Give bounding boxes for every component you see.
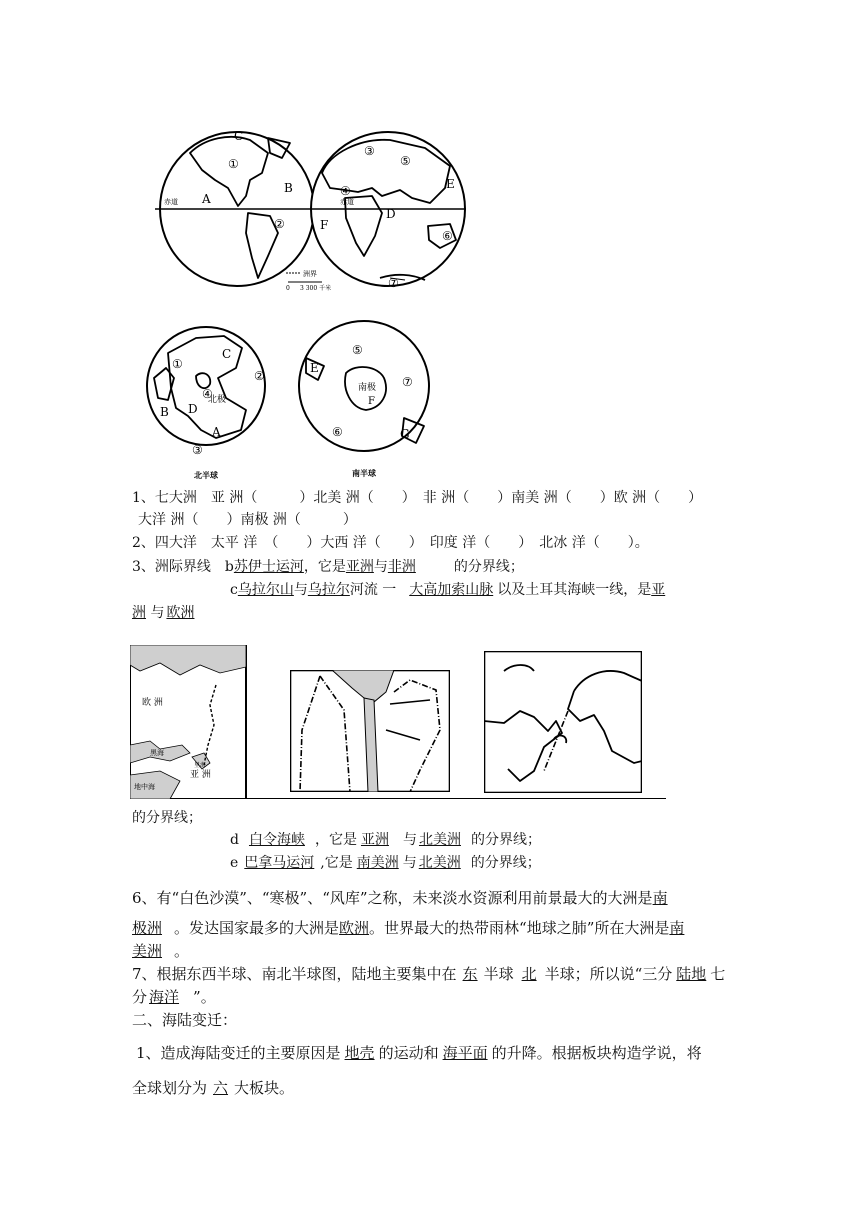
q6-line3 xyxy=(132,941,189,961)
answer-europe: 欧洲 xyxy=(339,919,370,937)
answer-antarctica-a: 南 xyxy=(652,889,668,907)
q3-c-rest: 以及土耳其海峡一线，是 xyxy=(497,582,652,598)
hemisphere-map xyxy=(150,118,480,298)
answer-antarctica-b: 极洲 xyxy=(132,919,163,937)
polar-south-label-5: ⑤ xyxy=(352,343,363,357)
north-pole-label: 北极 xyxy=(208,395,227,405)
s2q1-text4: 全球划分为 xyxy=(132,1079,208,1097)
equator-label-east: 赤道 xyxy=(340,198,354,206)
answer-panama-canal: 巴拿马运河 xyxy=(244,855,315,871)
answer-b-asia: 亚洲 xyxy=(345,559,374,575)
polar-south-label-G: G xyxy=(400,427,410,441)
polar-south-label-6: ⑥ xyxy=(332,425,343,439)
scale-value: 3 300 千米 xyxy=(300,285,332,292)
answer-d-north-america: 北美洲 xyxy=(418,832,461,848)
label-6: ⑥ xyxy=(442,229,453,243)
answer-c-asia-b: 洲 xyxy=(132,605,146,621)
q3-b-mid: ，它是 xyxy=(303,559,346,575)
answer-b-africa: 非洲 xyxy=(387,559,416,575)
s2q1-text1: 1、造成海陆变迁的主要原因是 xyxy=(136,1044,341,1062)
q3-c-line2 xyxy=(132,603,202,623)
s2-q1-line2 xyxy=(132,1078,294,1098)
q3-b-end: 的分界线； xyxy=(453,559,524,575)
q3-e-and: 与 xyxy=(402,855,417,871)
answer-south-america-a: 南 xyxy=(669,919,685,937)
polar-south-label-E: E xyxy=(310,361,319,375)
bering-strait-map xyxy=(484,651,642,793)
label-F: F xyxy=(320,218,329,232)
q3-d-end: 的分界线； xyxy=(470,832,541,848)
label-B: B xyxy=(284,181,293,195)
answer-e-south-america: 南美洲 xyxy=(356,855,399,871)
label-5: ⑤ xyxy=(400,154,411,168)
answer-crust: 地壳 xyxy=(344,1044,375,1062)
label-C: C xyxy=(234,129,244,143)
polar-north-label-1: ① xyxy=(172,357,183,371)
q3-c-and2: 与 xyxy=(150,605,165,621)
s2q1-text5: 大板块。 xyxy=(234,1079,295,1097)
q7-text3: 半球；所以说“三分 xyxy=(544,965,673,983)
label-A: A xyxy=(202,192,211,206)
s2-q1-line1 xyxy=(136,1043,702,1063)
q3-c-line xyxy=(230,580,665,600)
south-pole-label: 南极 xyxy=(358,383,377,393)
q3-b-and: 与 xyxy=(373,559,388,575)
label-2: ② xyxy=(274,217,285,231)
map-europe-label: 欧 洲 xyxy=(142,698,163,708)
map-mediterranean-label: 地中海 xyxy=(134,783,155,791)
q3-d-mid: ，它是 xyxy=(314,832,357,848)
q3-b-line xyxy=(132,557,524,577)
polar-north-label-A: A xyxy=(212,425,221,439)
q7-line2 xyxy=(132,987,216,1007)
q3-d-line xyxy=(230,830,541,850)
label-E: E xyxy=(446,177,455,191)
polar-north-label-3: ③ xyxy=(192,443,203,457)
q3-c-label: c xyxy=(230,582,238,598)
polar-map xyxy=(146,318,446,483)
q3-c-and1: 与 xyxy=(293,582,308,598)
answer-c-europe: 欧洲 xyxy=(166,605,195,621)
s2q1-text3: 的升降。根据板块构造学说，将 xyxy=(491,1044,702,1062)
q3-e-mid: ,它是 xyxy=(320,855,353,871)
north-hemisphere-caption: 北半球 xyxy=(194,470,218,480)
legend-boundary-label: 洲界 xyxy=(303,270,317,278)
q3-d-and: 与 xyxy=(402,832,417,848)
q3-e-end: 的分界线； xyxy=(470,855,541,871)
polar-north-label-D: D xyxy=(188,402,198,416)
equator-label-west: 赤道 xyxy=(164,198,178,206)
label-3: ③ xyxy=(364,144,375,158)
label-D: D xyxy=(386,207,396,221)
answer-suez-canal: 苏伊士运河 xyxy=(233,559,304,575)
label-1: ① xyxy=(228,157,239,171)
q7-text2: 半球 xyxy=(483,965,514,983)
q7-line1 xyxy=(132,964,725,984)
q3-c-river: 河流 一 xyxy=(349,582,401,598)
answer-caucasus: 大高加索山脉 xyxy=(409,582,494,598)
q6-line1 xyxy=(132,888,668,908)
q1-line1: 1、七大洲 亚 洲（ ）北美 洲（ ） 非 洲（ ）南美 洲（ ）欧 洲（ ） xyxy=(132,490,703,506)
answer-sea-level: 海平面 xyxy=(442,1044,488,1062)
answer-land: 陆地 xyxy=(676,965,707,983)
q6-text4: 。 xyxy=(174,942,190,960)
map-strip-divider xyxy=(246,645,247,799)
label-7: ⑦ xyxy=(388,276,399,290)
q3-e-line xyxy=(230,853,541,873)
polar-north-label-C: C xyxy=(222,347,232,361)
polar-north-label-4: ④ xyxy=(202,387,213,401)
q7-text6: ”。 xyxy=(193,988,216,1006)
q3-d-label: d xyxy=(230,832,239,848)
q7-text5: 分 xyxy=(132,988,148,1006)
polar-north-label-2: ② xyxy=(254,369,265,383)
label-4: ④ xyxy=(340,184,351,198)
q3-c-end: 的分界线； xyxy=(132,810,202,826)
map-blacksea-label: 黑海 xyxy=(150,749,164,757)
answer-c-asia-a: 亚 xyxy=(651,582,666,598)
q7-text1: 7、根据东西半球、南北半球图，陆地主要集中在 xyxy=(132,965,457,983)
map-asia-label: 亚 洲 xyxy=(190,770,211,780)
q3-prefix: 3、洲际界线 b xyxy=(132,559,234,575)
polar-south-label-F: F xyxy=(368,396,375,407)
answer-ocean: 海洋 xyxy=(149,988,180,1006)
q6-line2 xyxy=(132,918,684,938)
polar-south-label-7: ⑦ xyxy=(402,375,413,389)
answer-d-asia: 亚洲 xyxy=(360,832,389,848)
answer-south-america-b: 美洲 xyxy=(132,942,163,960)
answer-ural-river: 乌拉尔 xyxy=(307,582,350,598)
europe-asia-boundary-map xyxy=(130,645,246,799)
q3-e-label: e xyxy=(230,855,239,871)
answer-east: 东 xyxy=(462,965,478,983)
q6-text3: 。世界最大的热带雨林“地球之肺”所在大洲是 xyxy=(369,919,670,937)
answer-bering-strait: 白令海峡 xyxy=(248,832,305,848)
polar-north-label-B: B xyxy=(160,405,169,419)
map-strip-baseline xyxy=(246,798,666,799)
q6-text1: 6、有“白色沙漠”、“寒极”、“风库”之称，未来淡水资源利用前景最大的大洲是 xyxy=(132,889,653,907)
scale-zero: 0 xyxy=(286,285,290,292)
section2-title: 二、海陆变迁： xyxy=(132,1011,238,1029)
answer-e-north-america: 北美洲 xyxy=(418,855,461,871)
map-caspian-label: 里海 xyxy=(194,762,207,769)
q2-line: 2、四大洋 太平 洋 （ ）大西 洋（ ） 印度 洋（ ） 北冰 洋（ ）。 xyxy=(132,535,649,551)
south-hemisphere-caption: 南半球 xyxy=(352,468,376,478)
s2q1-text2: 的运动和 xyxy=(378,1044,439,1062)
answer-six: 六 xyxy=(213,1079,229,1097)
q7-text4: 七 xyxy=(710,965,726,983)
q1-line2: 大洋 洲（ ）南极 洲（ ） xyxy=(138,512,357,528)
q6-text2: 。发达国家最多的大洲是 xyxy=(174,919,340,937)
answer-ural-mountains: 乌拉尔山 xyxy=(237,582,294,598)
answer-north: 北 xyxy=(521,965,537,983)
suez-canal-map xyxy=(290,670,450,792)
